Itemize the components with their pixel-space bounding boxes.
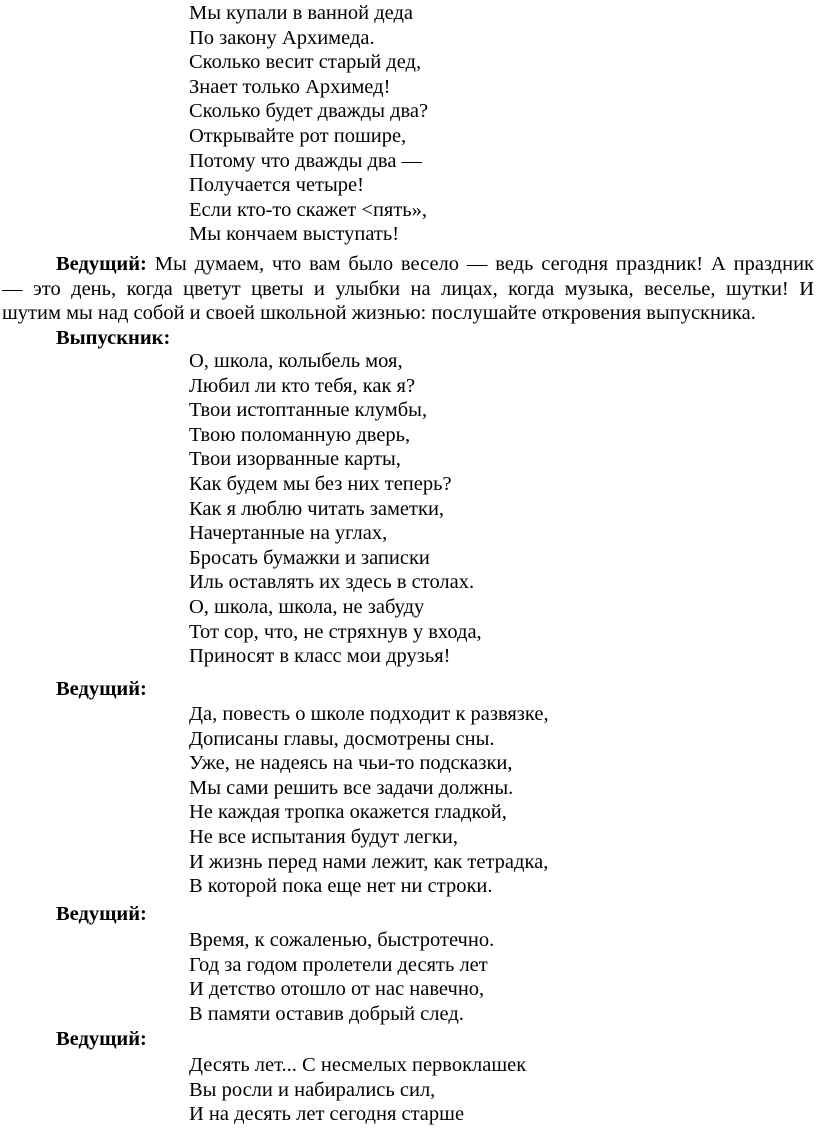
speaker-label: Ведущий: [56, 253, 147, 275]
host-paragraph [2, 252, 814, 326]
verse-line: Не каждая тропка окажется гладкой, [189, 801, 507, 824]
verse-line: Десять лет... С несмелых первоклашек [189, 1054, 527, 1076]
verse-line: Начертанные на углах, [189, 522, 388, 545]
verse-block-3 [189, 702, 549, 899]
verse-line: Любил ли кто тебя, как я? [189, 374, 416, 397]
verse-line: Мы купали в ванной деда [189, 2, 414, 24]
verse-line: Иль оставлять их здесь в столах. [189, 571, 475, 594]
paragraph-text: Мы думаем, что вам было весело — ведь сегодня праздник! А праздник [154, 253, 814, 275]
verse-line: О, школа, колыбель моя, [189, 350, 403, 372]
verse-line: Год за годом пролетели десять лет [189, 953, 488, 976]
verse-line: Мы сами решить все задачи должны. [189, 776, 514, 799]
paragraph-line: шутим мы над собой и своей школьной жизнью: послушайте откровения выпускника. [2, 302, 756, 324]
speaker-label: Выпускник: [56, 327, 171, 349]
verse-line: В которой пока еще нет ни строки. [189, 875, 493, 898]
verse-line: Если кто-то скажет <пять», [189, 198, 428, 221]
verse-line: По закону Архимеда. [189, 26, 375, 49]
verse-line: Дописаны главы, досмотрены сны. [189, 727, 495, 750]
verse-line: Да, повесть о школе подходит к развязке, [189, 703, 549, 725]
verse-line: Сколько весит старый дед, [189, 51, 422, 74]
paragraph-line [2, 252, 814, 277]
speaker-label: Ведущий: [56, 903, 147, 925]
verse-line: Тот сор, что, не стряхнув у входа, [189, 620, 482, 643]
verse-line: Уже, не надеясь на чьи-то подсказки, [189, 752, 513, 775]
verse-line: Как будем мы без них теперь? [189, 472, 452, 495]
verse-line: Твою поломанную дверь, [189, 423, 411, 446]
verse-block-5 [189, 1053, 526, 1127]
verse-line: В памяти оставив добрый след. [189, 1002, 464, 1025]
verse-line: Время, к сожаленью, быстротечно. [189, 929, 495, 951]
verse-line: Твои истоптанные клумбы, [189, 399, 428, 422]
verse-line: Получается четыре! [189, 174, 364, 197]
verse-line: Как я люблю читать заметки, [189, 497, 445, 520]
verse-line: О, школа, школа, не забуду [189, 595, 425, 618]
verse-line: Бросать бумажки и записки [189, 546, 430, 569]
speaker-label: Ведущий: [56, 678, 147, 700]
verse-line: И детство отошло от нас навечно, [189, 978, 485, 1001]
verse-line: Не все испытания будут легки, [189, 825, 458, 848]
verse-line: Твои изорванные карты, [189, 448, 401, 471]
verse-line: Знает только Архимед! [189, 75, 391, 98]
verse-block-4 [189, 928, 494, 1026]
verse-line: Вы росли и набирались сил, [189, 1078, 436, 1101]
verse-block-2 [189, 349, 482, 669]
speaker-label: Ведущий: [56, 1028, 147, 1050]
verse-line: И жизнь перед нами лежит, как тетрадка, [189, 850, 549, 873]
verse-line: Открывайте рот пошире, [189, 124, 407, 147]
verse-block-1 [189, 1, 428, 247]
verse-line: Приносят в класс мои друзья! [189, 645, 451, 668]
verse-line: Сколько будет дважды два? [189, 100, 429, 123]
verse-line: Потому что дважды два — [189, 149, 423, 172]
verse-line: И на десять лет сегодня старше [189, 1103, 465, 1126]
verse-line: Мы кончаем выступать! [189, 223, 400, 246]
paragraph-line: — это день, когда цветут цветы и улыбки на лицах, когда музыка, веселье, шутки! И [2, 277, 814, 300]
